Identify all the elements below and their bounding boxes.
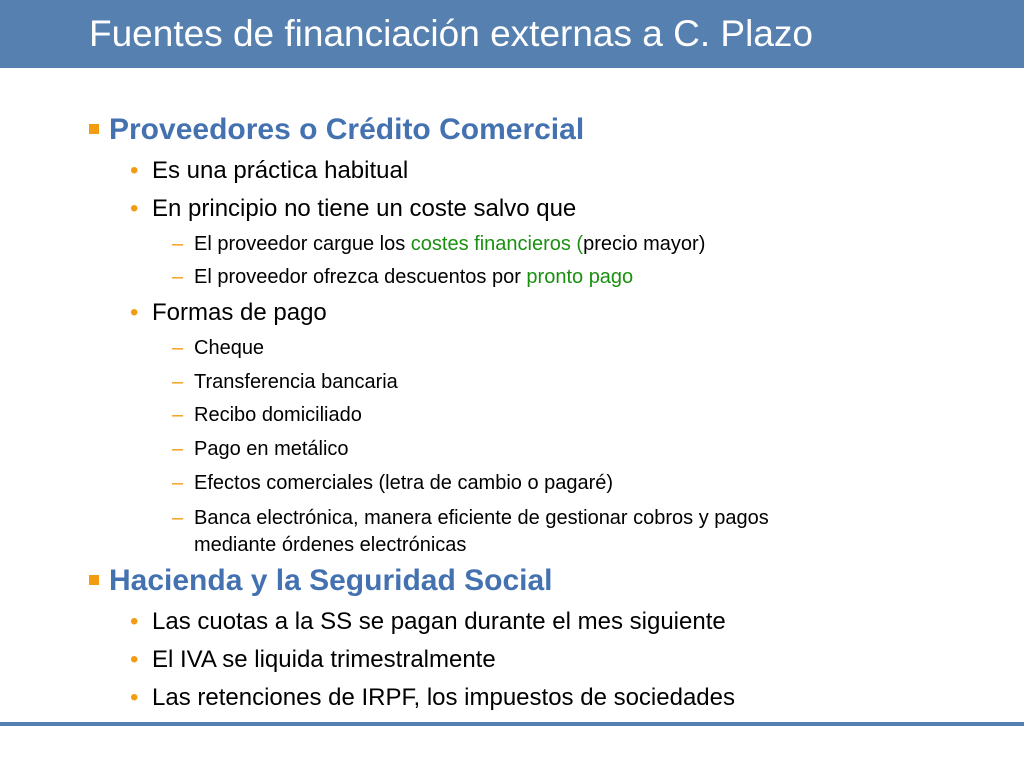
payment-item-continuation: [194, 533, 466, 558]
dash-bullet-icon: –: [172, 233, 184, 255]
dot-bullet-icon: •: [130, 195, 139, 222]
dash-bullet-icon: –: [172, 337, 184, 359]
sub-text: precio mayor): [583, 233, 706, 255]
payment-item: [172, 437, 349, 462]
bullet-text: Las cuotas a la SS se pagan durante el mes siguiente: [152, 608, 726, 635]
sub-text: El proveedor cargue los: [194, 233, 411, 255]
dot-bullet-icon: •: [130, 299, 139, 326]
payment-item: [172, 336, 265, 361]
heading-text: Hacienda y la Seguridad Social: [109, 564, 553, 597]
dash-bullet-icon: –: [172, 404, 184, 426]
bullet-item: [130, 157, 409, 185]
dot-bullet-icon: •: [130, 157, 139, 184]
payment-text: Pago en metálico: [194, 438, 349, 460]
footer-rule: [0, 722, 1024, 726]
dash-bullet-icon: –: [172, 266, 184, 288]
square-bullet-icon: [89, 575, 99, 585]
bullet-text: El IVA se liquida trimestralmente: [152, 646, 496, 673]
payment-text: Recibo domiciliado: [194, 404, 362, 426]
payment-text: Transferencia bancaria: [194, 371, 398, 393]
slide-title: Fuentes de financiación externas a C. Plazo: [89, 13, 813, 54]
bullet-item: [130, 646, 496, 674]
sub-text: El proveedor ofrezca descuentos por: [194, 266, 527, 288]
payment-text: Banca electrónica, manera eficiente de gestionar cobros y pagos: [194, 507, 769, 529]
bullet-text: Es una práctica habitual: [152, 157, 409, 184]
payment-item: [172, 471, 614, 496]
dot-bullet-icon: •: [130, 608, 139, 635]
section-heading-proveedores: [109, 112, 584, 148]
payment-item: [172, 506, 769, 531]
payment-text: Cheque: [194, 337, 265, 359]
bullet-text: Formas de pago: [152, 299, 327, 326]
dash-bullet-icon: –: [172, 472, 184, 494]
bullet-item: [130, 684, 735, 712]
bullet-item: [130, 608, 726, 636]
sub-bullet-item: [172, 232, 706, 257]
payment-item: [172, 403, 362, 428]
dash-bullet-icon: –: [172, 371, 184, 393]
square-bullet-icon: [89, 124, 99, 134]
section-heading-hacienda: [109, 563, 553, 599]
payment-text: mediante órdenes electrónicas: [194, 534, 467, 556]
bullet-text: Las retenciones de IRPF, los impuestos de sociedades: [152, 684, 735, 711]
dash-bullet-icon: –: [172, 507, 184, 529]
heading-text: Proveedores o Crédito Comercial: [109, 113, 585, 146]
sub-bullet-item: [172, 265, 634, 290]
payment-item: [172, 370, 398, 395]
payment-text: Efectos comerciales (letra de cambio o pagaré): [194, 472, 614, 494]
dot-bullet-icon: •: [130, 684, 139, 711]
dash-bullet-icon: –: [172, 438, 184, 460]
bullet-item: [130, 299, 327, 327]
highlight-text: pronto pago: [526, 266, 634, 288]
dot-bullet-icon: •: [130, 646, 139, 673]
bullet-text: En principio no tiene un coste salvo que: [152, 195, 577, 222]
highlight-text: costes financieros (: [410, 233, 584, 255]
bullet-item: [130, 195, 577, 223]
